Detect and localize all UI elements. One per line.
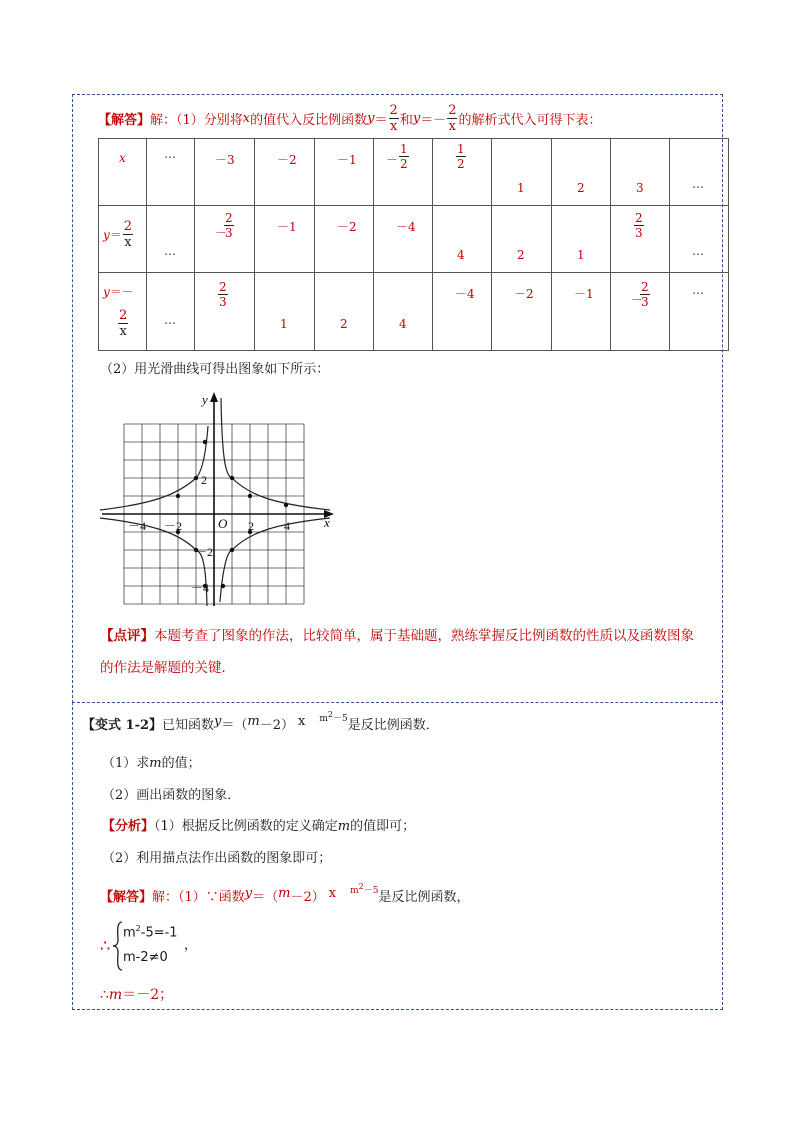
answer1-tag: 【解答】	[98, 112, 151, 128]
answer2-t2: ＝（	[252, 890, 279, 905]
table-cell: －	[215, 226, 228, 240]
graph-point	[203, 440, 207, 444]
answer2-x: x	[328, 886, 337, 901]
answer2-tag: 【解答】	[100, 890, 153, 905]
part2-text: （2）用光滑曲线可得出图象如下所示：	[100, 362, 330, 377]
table-row	[99, 206, 729, 273]
answer1-y: y	[367, 110, 375, 126]
table-cell: …	[692, 244, 704, 258]
x-axis-label: x	[324, 515, 330, 530]
variant-line	[82, 710, 439, 733]
comment-text2: 的作法是解题的关键．	[100, 660, 235, 676]
table-label-y2: y＝－	[103, 285, 134, 299]
answer1-x: x	[242, 110, 251, 126]
variant-m: m	[247, 714, 260, 729]
table-cell: …	[692, 283, 704, 297]
table-cell: …	[164, 313, 176, 327]
table-cell: 2	[517, 248, 525, 262]
graph-point	[230, 548, 234, 552]
answer1-intro: 解：（1）分别将	[150, 112, 243, 128]
system-comma: ，	[184, 938, 198, 953]
analysis-tag: 【分析】	[102, 819, 155, 834]
answer1-mid: 的值代入反比例函数	[250, 112, 368, 128]
curve-q2	[100, 426, 208, 510]
final-answer: ∴m＝－2；	[100, 987, 174, 1003]
table-frac: $\frac{1}{2}$	[457, 142, 465, 171]
answer2-y: y	[244, 886, 253, 901]
answer2-m: m	[278, 886, 291, 901]
graph-point	[284, 503, 288, 507]
graph-point	[221, 584, 225, 588]
answer2-t3: －2）	[290, 890, 325, 905]
table-frac: $\frac{2}{3}$	[225, 211, 233, 240]
answer1-frac2: $\frac{2}{x}$	[448, 102, 457, 134]
answer1-tail: 的解析式代入可得下表：	[458, 112, 602, 128]
graph-point	[176, 494, 180, 498]
tick-label: 2	[201, 473, 207, 487]
variant-tag: 【变式 1-2】	[82, 718, 163, 733]
comment-text1: 本题考查了图象的作法，比较简单，属于基础题，熟练掌握反比例函数的性质以及函数图象	[154, 628, 694, 644]
table-cell: 2	[577, 181, 585, 195]
y-axis-label: y	[202, 392, 208, 407]
answer2-line	[100, 882, 470, 905]
table-cell: －1	[574, 287, 594, 301]
comment-tag: 【点评】	[100, 628, 154, 644]
answer1-eq: ＝	[374, 112, 388, 128]
tick-label: 4	[284, 519, 290, 533]
variant-y: y	[214, 714, 222, 729]
table-cell: …	[164, 244, 176, 258]
table-cell: －	[386, 153, 399, 167]
table-cell: 4	[399, 317, 407, 331]
table-cell: 1	[280, 317, 288, 331]
table-cell: －4	[396, 220, 416, 234]
value-table	[98, 138, 729, 351]
table-frac: $\frac{1}{2}$	[400, 142, 408, 171]
table-cell: …	[164, 147, 176, 161]
tick-label: －2	[195, 545, 214, 559]
table-cell: －3	[215, 153, 235, 167]
variant-text-b: ＝（	[221, 718, 248, 733]
y-axis-arrow	[210, 392, 218, 402]
table-label-x: x	[119, 151, 126, 165]
system-eq2: m-2≠0	[123, 950, 168, 965]
answer1-eq-neg: ＝－	[420, 112, 447, 128]
table-cell: 2	[340, 317, 348, 331]
system-eq1: $m^2-5=-1$	[123, 924, 178, 941]
tick-label: －4	[191, 581, 210, 595]
tick-label: 2	[248, 519, 254, 533]
table-cell: －1	[337, 153, 357, 167]
origin-label: O	[218, 516, 228, 531]
variant-text-a: 已知函数	[162, 718, 215, 733]
graph-point	[230, 476, 234, 480]
answer1-and: 和	[399, 112, 413, 128]
table-cell: －2	[514, 287, 534, 301]
tick-label: －4	[128, 519, 147, 533]
table-cell: －2	[277, 153, 297, 167]
analysis-line1: 【分析】（1）根据反比例函数的定义确定m的值即可；	[102, 819, 416, 834]
table-row	[99, 273, 729, 351]
comment-line1	[100, 624, 694, 644]
graph-point	[248, 494, 252, 498]
graph-point	[194, 476, 198, 480]
table-frac: $\frac{2}{3}$	[641, 280, 649, 309]
tick-label: －2	[164, 519, 183, 533]
variant-q2: （2）画出函数的图象．	[102, 788, 241, 803]
table-label-y2-frac: $\frac{2}{x}$	[119, 308, 128, 339]
table-cell: －	[631, 293, 644, 307]
analysis-line2: （2）利用描点法作出函数的图象即可；	[102, 851, 332, 866]
answer1-y2: y	[412, 110, 421, 126]
variant-x: x	[298, 714, 306, 729]
table-cell: 4	[457, 248, 465, 262]
answer2-t4: 是反比例函数，	[378, 890, 470, 905]
table-cell: －2	[337, 220, 357, 234]
answer2-t1: 解：（1）∵函数	[152, 890, 245, 905]
table-frac: $\frac{2}{3}$	[635, 211, 643, 240]
curve-q4	[220, 518, 330, 602]
table-label-y1: y ＝ $\frac{2}{x}$	[103, 219, 133, 250]
table-frac: $\frac{2}{3}$	[219, 280, 227, 309]
table-row	[99, 139, 729, 206]
answer1-frac1: $\frac{2}{x}$	[389, 102, 398, 134]
table-cell: …	[692, 177, 704, 191]
table-cell: 3	[636, 181, 644, 195]
variant-exponent: $m^2-5$	[319, 710, 348, 724]
variant-text-d: 是反比例函数．	[347, 718, 439, 733]
table-cell: －1	[277, 220, 297, 234]
answer1-line	[98, 100, 602, 136]
therefore-symbol: ∴	[100, 936, 111, 955]
function-graph	[100, 392, 340, 608]
answer2-exponent: $m^2-5$	[350, 882, 379, 896]
table-cell: 1	[517, 181, 525, 195]
table-cell: －4	[455, 287, 475, 301]
variant-text-c: －2）	[259, 718, 295, 733]
variant-q1: （1）求m的值；	[102, 756, 201, 771]
table-cell: 1	[577, 248, 585, 262]
curve-q1	[221, 398, 330, 510]
